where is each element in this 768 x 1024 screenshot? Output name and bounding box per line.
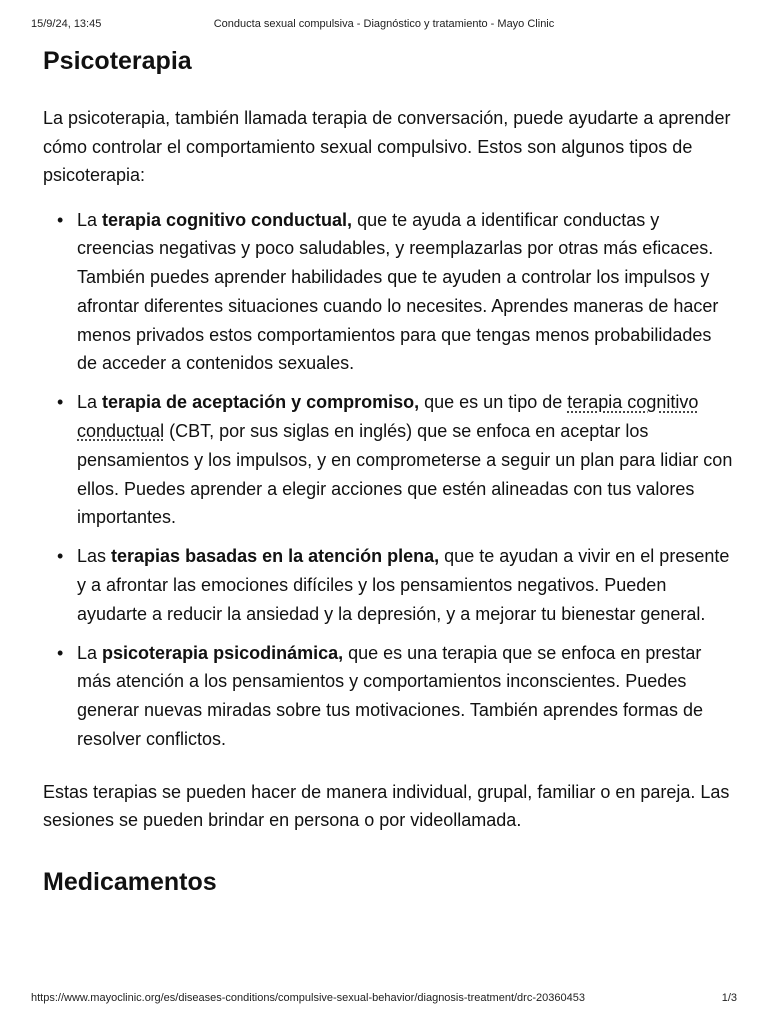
print-datetime: 15/9/24, 13:45: [31, 18, 102, 30]
heading-psicoterapia: Psicoterapia: [43, 47, 192, 75]
cbt-term-link[interactable]: terapia cognitivo conductual: [77, 392, 699, 442]
term-bold: terapia cognitivo conductual,: [102, 209, 353, 230]
print-footer: [31, 992, 737, 1004]
list-item: • La terapia de aceptación y compromiso, que es un tipo de terapia cognitivo conductual (CBT, por sus siglas en inglés) que se enfoca en aceptar los pensamientos y los impulsos, y en comprometerse a seguir un plan para lidiar con ellos. Puedes aprender a elegir acciones que estén alineadas con tus valores importantes.: [43, 388, 733, 532]
term-bold: terapia de aceptación y compromiso,: [102, 392, 420, 413]
list-item: • La terapia cognitivo conductual, que te ayuda a identificar conductas y creencias negativas y poco saludables, y reemplazarlas por otras más eficaces. También puedes aprender habilidades que te ayuden a controlar los impulsos y afrontar diferentes situaciones cuando lo necesites. Aprendes maneras de hacer menos privados estos comportamientos para que tengas menos probabilidades de acceder a contenidos sexuales.: [43, 206, 733, 379]
heading-medicamentos: Medicamentos: [43, 867, 217, 896]
article-content: [43, 44, 733, 899]
list-item: • Las terapias basadas en la atención plena, que te ayudan a vivir en el presente y a afrontar las emociones difíciles y los pensamientos negativos. Pueden ayudarte a reducir la ansiedad y la depresión, y a mejorar tu bienestar general.: [43, 542, 733, 628]
term-bold: terapias basadas en la atención plena,: [111, 546, 440, 567]
print-header: [31, 18, 737, 30]
intro-paragraph: La psicoterapia, también llamada terapia de conversación, puede ayudarte a aprender cómo controlar el comportamiento sexual compulsivo. Estos son algunos tipos de psicoterapia:: [43, 108, 731, 185]
page-url: https://www.mayoclinic.org/es/diseases-conditions/compulsive-sexual-behavior/diagnosis-treatment/drc-20360453: [31, 992, 585, 1004]
term-bold: psicoterapia psicodinámica,: [102, 642, 344, 663]
therapy-list: [43, 206, 733, 754]
outro-paragraph: Estas terapias se pueden hacer de manera individual, grupal, familiar o en pareja. Las sesiones se pueden brindar en persona o por videollamada.: [43, 781, 730, 831]
page-number: 1/3: [721, 992, 737, 1004]
print-page-title: Conducta sexual compulsiva - Diagnóstico y tratamiento - Mayo Clinic: [213, 18, 555, 30]
list-item: • La psicoterapia psicodinámica, que es una terapia que se enfoca en prestar más atención a los pensamientos y comportamientos inconscientes. Puedes generar nuevas miradas sobre tus motivaciones. También aprendes formas de resolver conflictos.: [43, 639, 733, 754]
